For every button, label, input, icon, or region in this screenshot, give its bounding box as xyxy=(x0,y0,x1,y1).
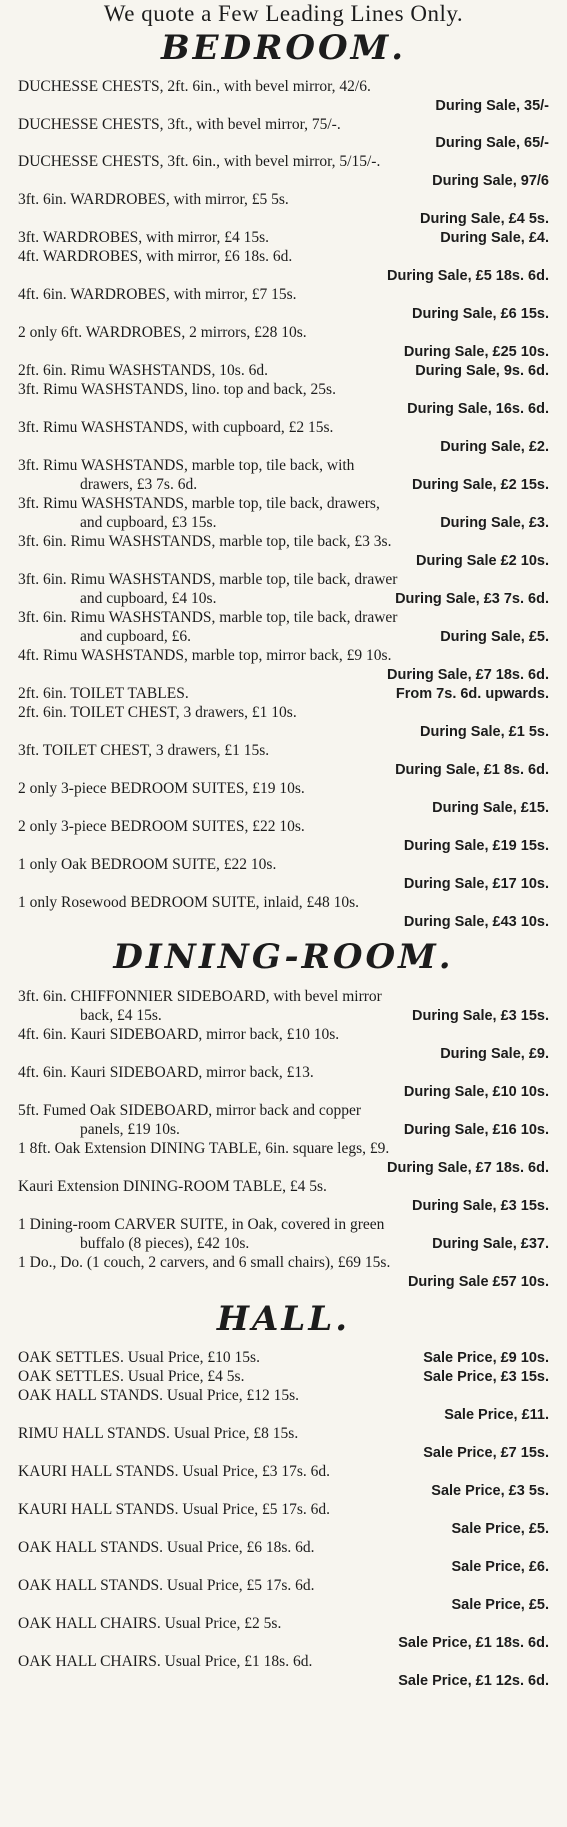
sale-price: Sale Price, £3 5s. xyxy=(431,1483,549,1499)
item-description: 2 only 6ft. WARDROBES, 2 mirrors, £28 10s. xyxy=(18,324,307,341)
item-description: KAURI HALL STANDS. Usual Price, £3 17s. 6d. xyxy=(18,1463,331,1480)
sale-price: During Sale, £5. xyxy=(440,629,549,645)
item-description: 1 Dining-room CARVER SUITE, in Oak, covered in green xyxy=(18,1216,385,1233)
sale-price: During Sale, 16s. 6d. xyxy=(407,401,549,417)
sale-price: During Sale £57 10s. xyxy=(407,1274,549,1290)
item-description: and cupboard, £6. xyxy=(80,628,192,645)
item-row xyxy=(0,1007,567,1025)
sale-price: Sale Price, £9 10s. xyxy=(423,1350,549,1366)
item-description: 3ft. Rimu WASHSTANDS, with cupboard, £2 15s. xyxy=(18,419,334,436)
hall-heading: HALL. xyxy=(216,1299,351,1339)
item-description: 4ft. 6in. Kauri SIDEBOARD, mirror back, £13. xyxy=(18,1064,314,1081)
item-description: OAK HALL STANDS. Usual Price, £6 18s. 6d. xyxy=(18,1539,315,1556)
item-row xyxy=(0,590,567,608)
item-description: buffalo (8 pieces), £42 10s. xyxy=(80,1235,250,1252)
item-description: 4ft. WARDROBES, with mirror, £6 18s. 6d. xyxy=(18,248,293,265)
sale-price: During Sale, £1 5s. xyxy=(420,724,549,740)
item-description: and cupboard, £3 15s. xyxy=(80,514,217,531)
sale-price: During Sale, £19 15s. xyxy=(403,838,549,854)
sale-price: During Sale, £9. xyxy=(440,1046,549,1062)
item-description: DUCHESSE CHESTS, 2ft. 6in., with bevel mirror, 42/6. xyxy=(18,78,371,95)
item-row xyxy=(0,1349,567,1367)
sale-price: Sale Price, £7 15s. xyxy=(423,1445,549,1461)
sale-price: During Sale, 65/- xyxy=(435,135,549,151)
sale-price: During Sale, 97/6 xyxy=(432,173,549,189)
item-description: 3ft. 6in. WARDROBES, with mirror, £5 5s. xyxy=(18,191,289,208)
sale-price: During Sale, 35/- xyxy=(435,98,549,114)
sale-price: Sale Price, £11. xyxy=(444,1407,549,1423)
item-description: OAK HALL STANDS. Usual Price, £12 15s. xyxy=(18,1387,300,1404)
item-description: 2 only 3-piece BEDROOM SUITES, £19 10s. xyxy=(18,780,305,797)
item-row xyxy=(0,229,567,247)
item-description: 3ft. Rimu WASHSTANDS, marble top, tile back, with xyxy=(18,457,355,474)
item-description: 2ft. 6in. Rimu WASHSTANDS, 10s. 6d. xyxy=(18,362,268,379)
item-description: 3ft. TOILET CHEST, 3 drawers, £1 15s. xyxy=(18,742,270,759)
item-description: 3ft. WARDROBES, with mirror, £4 15s. xyxy=(18,229,269,246)
item-description: OAK SETTLES. Usual Price, £4 5s. xyxy=(18,1368,245,1385)
item-row xyxy=(0,514,567,532)
item-description: 4ft. 6in. WARDROBES, with mirror, £7 15s. xyxy=(18,286,297,303)
sale-price: During Sale, £1 8s. 6d. xyxy=(395,762,549,778)
sale-price: During Sale, £7 18s. 6d. xyxy=(387,1160,549,1176)
sale-price: During Sale, £3. xyxy=(440,515,549,531)
item-description: DUCHESSE CHESTS, 3ft., with bevel mirror, 75/-. xyxy=(18,116,341,133)
item-description: 1 only Oak BEDROOM SUITE, £22 10s. xyxy=(18,856,277,873)
sale-price: During Sale, £6 15s. xyxy=(411,306,549,322)
item-description: OAK HALL CHAIRS. Usual Price, £2 5s. xyxy=(18,1615,282,1632)
item-description: 1 only Rosewood BEDROOM SUITE, inlaid, £48 10s. xyxy=(18,894,359,911)
sale-price: During Sale, £2 15s. xyxy=(411,477,549,493)
sale-price: During Sale, £3 15s. xyxy=(411,1008,549,1024)
sale-price: During Sale, £43 10s. xyxy=(403,914,549,930)
item-description: 3ft. Rimu WASHSTANDS, marble top, tile back, drawers, xyxy=(18,495,380,512)
item-description: 1 Do., Do. (1 couch, 2 carvers, and 6 small chairs), £69 15s. xyxy=(18,1254,391,1271)
item-description: 3ft. Rimu WASHSTANDS, lino. top and back, 25s. xyxy=(18,381,336,398)
sale-price: Sale Price, £5. xyxy=(451,1521,549,1537)
item-description: 2ft. 6in. TOILET TABLES. xyxy=(18,685,189,702)
sale-price: During Sale, £10 10s. xyxy=(403,1084,549,1100)
item-description: 5ft. Fumed Oak SIDEBOARD, mirror back and copper xyxy=(18,1102,362,1119)
sale-price: During Sale, 9s. 6d. xyxy=(415,363,549,379)
item-row xyxy=(0,1121,567,1139)
item-row xyxy=(0,362,567,380)
sale-price: During Sale, £4 5s. xyxy=(420,211,549,227)
item-row xyxy=(0,1235,567,1253)
item-description: 4ft. 6in. Kauri SIDEBOARD, mirror back, £10 10s. xyxy=(18,1026,340,1043)
sale-price: From 7s. 6d. upwards. xyxy=(395,686,549,702)
intro-line: We quote a Few Leading Lines Only. xyxy=(103,1,464,26)
item-description: drawers, £3 7s. 6d. xyxy=(80,476,198,493)
item-description: and cupboard, £4 10s. xyxy=(80,590,217,607)
sale-price: During Sale, £16 10s. xyxy=(403,1122,549,1138)
item-description: KAURI HALL STANDS. Usual Price, £5 17s. 6d. xyxy=(18,1501,331,1518)
item-description: 2 only 3-piece BEDROOM SUITES, £22 10s. xyxy=(18,818,305,835)
item-description: DUCHESSE CHESTS, 3ft. 6in., with bevel mirror, 5/15/-. xyxy=(18,153,381,170)
item-row xyxy=(0,1368,567,1386)
item-description: 3ft. 6in. Rimu WASHSTANDS, marble top, tile back, £3 3s. xyxy=(18,533,392,550)
sale-price: Sale Price, £1 12s. 6d. xyxy=(398,1673,549,1689)
item-row xyxy=(0,685,567,703)
item-description: OAK HALL CHAIRS. Usual Price, £1 18s. 6d. xyxy=(18,1653,313,1670)
item-description: panels, £19 10s. xyxy=(80,1121,180,1138)
sale-price: During Sale, £2. xyxy=(440,439,549,455)
sale-price: During Sale, £15. xyxy=(432,800,549,816)
item-description: 3ft. 6in. Rimu WASHSTANDS, marble top, tile back, drawer xyxy=(18,571,398,588)
item-row xyxy=(0,628,567,646)
sale-price: During Sale, £7 18s. 6d. xyxy=(387,667,549,683)
sale-price: During Sale, £4. xyxy=(440,230,549,246)
sale-price: Sale Price, £5. xyxy=(451,1597,549,1613)
item-description: OAK HALL STANDS. Usual Price, £5 17s. 6d. xyxy=(18,1577,315,1594)
sale-price: During Sale, £17 10s. xyxy=(403,876,549,892)
item-description: 1 8ft. Oak Extension DINING TABLE, 6in. square legs, £9. xyxy=(18,1140,390,1157)
sale-price: During Sale, £5 18s. 6d. xyxy=(387,268,549,284)
sale-price: During Sale, £3 7s. 6d. xyxy=(395,591,549,607)
item-row xyxy=(0,476,567,494)
sale-price: Sale Price, £6. xyxy=(451,1559,549,1575)
sale-price: During Sale, £37. xyxy=(432,1236,549,1252)
item-description: 3ft. 6in. CHIFFONNIER SIDEBOARD, with bevel mirror xyxy=(18,988,382,1005)
item-description: 3ft. 6in. Rimu WASHSTANDS, marble top, tile back, drawer xyxy=(18,609,398,626)
item-description: Kauri Extension DINING-ROOM TABLE, £4 5s. xyxy=(18,1178,327,1195)
bedroom-heading: BEDROOM. xyxy=(160,28,407,68)
sale-price: During Sale, £3 15s. xyxy=(411,1198,549,1214)
item-description: RIMU HALL STANDS. Usual Price, £8 15s. xyxy=(18,1425,299,1442)
item-description: OAK SETTLES. Usual Price, £10 15s. xyxy=(18,1349,260,1366)
sale-price: Sale Price, £1 18s. 6d. xyxy=(398,1635,549,1651)
item-description: back, £4 15s. xyxy=(80,1007,162,1024)
item-description: 2ft. 6in. TOILET CHEST, 3 drawers, £1 10s. xyxy=(18,704,297,721)
item-description: 4ft. Rimu WASHSTANDS, marble top, mirror back, £9 10s. xyxy=(18,647,392,664)
sale-price: Sale Price, £3 15s. xyxy=(423,1369,549,1385)
sale-price: During Sale £2 10s. xyxy=(416,553,549,569)
dining-room-heading: DINING-ROOM. xyxy=(113,937,454,977)
sale-price: During Sale, £25 10s. xyxy=(403,344,549,360)
